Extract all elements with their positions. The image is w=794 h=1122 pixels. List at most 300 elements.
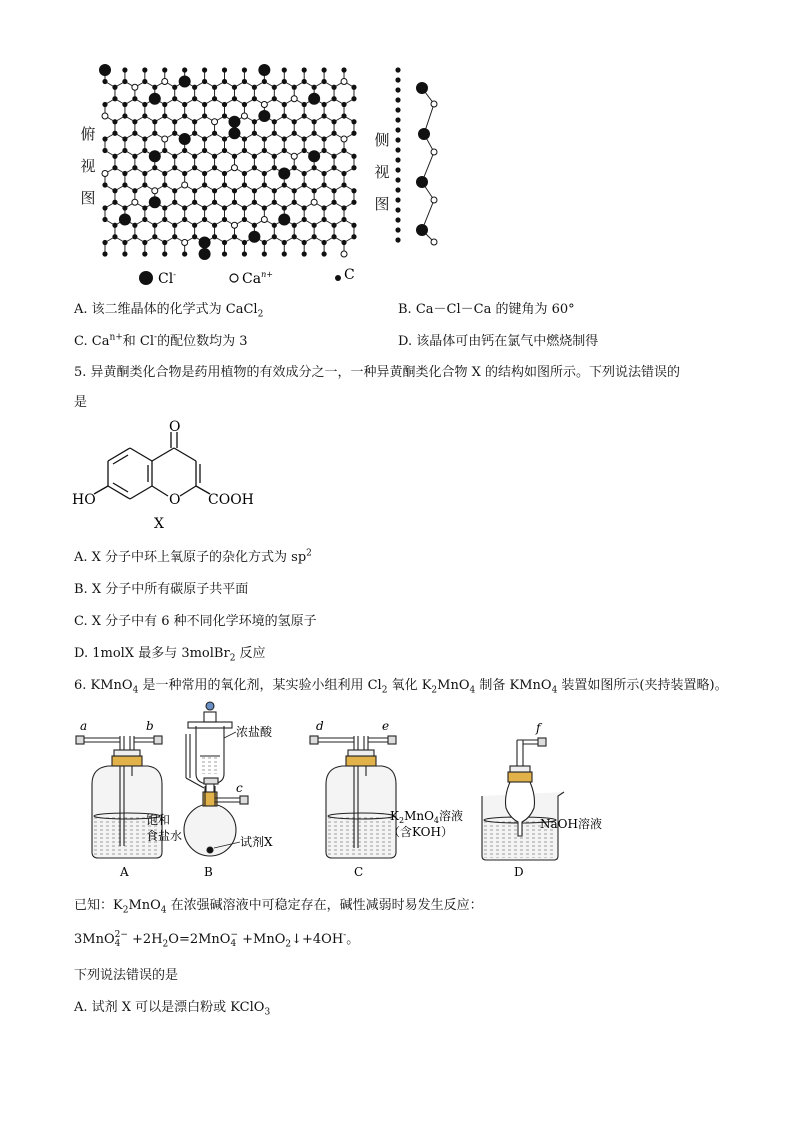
carbonyl-oxygen-label: O xyxy=(169,420,181,435)
port-e-label: e xyxy=(382,719,390,733)
c-atom xyxy=(252,200,257,205)
c-atom xyxy=(222,205,227,210)
reagent-x-label: 试剂X xyxy=(240,835,273,849)
port-f-label: f xyxy=(536,721,541,735)
c-atom xyxy=(232,200,237,205)
side-c-atom xyxy=(395,177,400,182)
c-atom xyxy=(331,234,336,239)
c-atom xyxy=(142,113,147,118)
apparatus-figure xyxy=(70,696,650,882)
c-atom xyxy=(302,136,307,141)
c-atom xyxy=(192,96,197,101)
conc-hcl-label: 浓盐酸 xyxy=(236,725,273,739)
ca-legend-marker xyxy=(230,274,238,282)
c-atom xyxy=(222,240,227,245)
cl-atom xyxy=(308,150,320,162)
c-atom xyxy=(142,67,147,72)
c-atom xyxy=(262,240,267,245)
c-atom xyxy=(302,171,307,176)
c-atom xyxy=(242,67,247,72)
c-atom xyxy=(252,85,257,90)
side-cl-atom xyxy=(416,82,428,94)
c-atom xyxy=(242,251,247,256)
cl-atom xyxy=(308,93,320,105)
c-atom xyxy=(212,223,217,228)
q5-option-d: D. 1molX 最多与 3molBr$_2$ 反应 xyxy=(74,646,266,664)
c-atom xyxy=(162,205,167,210)
side-cl-atom xyxy=(418,128,430,140)
c-atom xyxy=(272,223,277,228)
c-atom xyxy=(351,96,356,101)
c-atom xyxy=(112,85,117,90)
ca-atom xyxy=(132,84,138,90)
c-atom xyxy=(232,188,237,193)
q5-option-c: C. X 分子中有 6 种不同化学环境的氢原子 xyxy=(74,614,317,629)
c-atom xyxy=(351,165,356,170)
c-atom xyxy=(112,96,117,101)
koh-note-label: （含KOH） xyxy=(388,825,453,839)
c-atom xyxy=(262,182,267,187)
c-atom xyxy=(212,188,217,193)
c-atom xyxy=(112,165,117,170)
c-atom xyxy=(182,102,187,107)
c-atom xyxy=(222,113,227,118)
c-atom xyxy=(242,136,247,141)
c-atom xyxy=(182,148,187,153)
c-atom xyxy=(351,119,356,124)
cl-atom xyxy=(179,76,191,88)
cl-atom xyxy=(258,110,270,122)
c-atom xyxy=(222,136,227,141)
c-atom xyxy=(272,131,277,136)
c-atom xyxy=(142,217,147,222)
cl-atom xyxy=(99,64,111,76)
c-atom xyxy=(322,102,327,107)
side-c-atom xyxy=(395,157,400,162)
port-a-label: a xyxy=(80,719,88,733)
c-atom xyxy=(351,131,356,136)
c-atom xyxy=(292,188,297,193)
c-atom xyxy=(212,85,217,90)
c-atom xyxy=(152,85,157,90)
c-atom xyxy=(292,165,297,170)
c-atom xyxy=(102,102,107,107)
c-atom xyxy=(212,154,217,159)
apparatus-c xyxy=(310,736,396,858)
c-atom xyxy=(152,234,157,239)
compound-name-label: X xyxy=(154,516,164,530)
c-atom xyxy=(341,217,346,222)
c-atom xyxy=(132,119,137,124)
c-atom xyxy=(112,154,117,159)
ho-label: HO xyxy=(72,492,96,508)
side-c-atom xyxy=(395,87,400,92)
cl-atom xyxy=(199,248,211,260)
c-atom xyxy=(212,165,217,170)
c-atom xyxy=(302,251,307,256)
c-legend-label: C xyxy=(344,267,355,283)
q5-stem-line1: 5. 异黄酮类化合物是药用植物的有效成分之一，一种异黄酮类化合物 X 的结构如图所示。下列说法错误的 xyxy=(74,365,681,380)
ca-atom xyxy=(341,251,347,257)
apparatus-b-label: B xyxy=(204,865,213,879)
c-atom xyxy=(282,113,287,118)
c-atom xyxy=(172,119,177,124)
c-atom xyxy=(292,119,297,124)
c-atom xyxy=(331,188,336,193)
c-atom xyxy=(242,171,247,176)
c-atom xyxy=(282,67,287,72)
c-atom xyxy=(232,154,237,159)
c-atom xyxy=(102,182,107,187)
side-c-atom xyxy=(395,167,400,172)
c-atom xyxy=(172,188,177,193)
c-atom xyxy=(122,171,127,176)
c-atom xyxy=(242,79,247,84)
compound-x-structure xyxy=(70,420,270,530)
c-atom xyxy=(302,240,307,245)
c-atom xyxy=(331,119,336,124)
c-atom xyxy=(262,171,267,176)
c-atom xyxy=(162,148,167,153)
c-atom xyxy=(222,217,227,222)
c-atom xyxy=(312,85,317,90)
c-atom xyxy=(302,113,307,118)
c-atom xyxy=(341,240,346,245)
side-ca-atom xyxy=(431,197,437,203)
c-atom xyxy=(331,223,336,228)
c-atom xyxy=(112,200,117,205)
cl-atom xyxy=(199,237,211,249)
c-atom xyxy=(351,223,356,228)
ca-atom xyxy=(132,199,138,205)
c-atom xyxy=(202,205,207,210)
ca-atom xyxy=(102,113,108,119)
c-atom xyxy=(302,67,307,72)
c-atom xyxy=(112,131,117,136)
c-atom xyxy=(272,85,277,90)
c-atom xyxy=(182,113,187,118)
c-atom xyxy=(142,205,147,210)
ca-atom xyxy=(261,217,267,223)
c-atom xyxy=(302,205,307,210)
c-atom xyxy=(242,102,247,107)
c-atom xyxy=(292,131,297,136)
c-atom xyxy=(282,79,287,84)
c-atom xyxy=(102,148,107,153)
c-atom xyxy=(172,200,177,205)
c-atom xyxy=(122,205,127,210)
c-atom xyxy=(302,182,307,187)
crystal-top-view xyxy=(95,62,370,262)
c-atom xyxy=(142,136,147,141)
ca-atom xyxy=(241,113,247,119)
c-atom xyxy=(312,119,317,124)
c-atom xyxy=(142,182,147,187)
c-atom xyxy=(202,217,207,222)
c-atom xyxy=(252,96,257,101)
c-atom xyxy=(162,217,167,222)
c-atom xyxy=(322,79,327,84)
c-atom xyxy=(242,240,247,245)
c-atom xyxy=(252,188,257,193)
c-atom xyxy=(272,188,277,193)
ca-atom xyxy=(311,199,317,205)
c-atom xyxy=(212,200,217,205)
c-atom xyxy=(351,234,356,239)
c-atom xyxy=(122,251,127,256)
q4-option-c: C. $Ca^{n+}$和 Cl-的配位数均为 3 xyxy=(74,332,248,349)
ca-atom xyxy=(212,119,218,125)
top-view-label: 俯 视 图 xyxy=(80,125,96,207)
crystal-side-view xyxy=(390,62,450,252)
c-atom xyxy=(272,96,277,101)
c-atom xyxy=(331,85,336,90)
c-atom xyxy=(152,119,157,124)
c-atom xyxy=(302,102,307,107)
crystal-legend xyxy=(130,264,370,290)
c-atom xyxy=(172,131,177,136)
ca-atom xyxy=(102,171,108,177)
c-atom xyxy=(292,85,297,90)
cl-atom xyxy=(228,116,240,128)
c-atom xyxy=(112,119,117,124)
c-atom xyxy=(142,171,147,176)
cl-atom xyxy=(228,127,240,139)
c-legend-marker xyxy=(335,275,341,281)
side-c-atom xyxy=(395,187,400,192)
c-atom xyxy=(172,96,177,101)
c-atom xyxy=(212,131,217,136)
c-atom xyxy=(142,148,147,153)
c-atom xyxy=(331,200,336,205)
c-atom xyxy=(262,251,267,256)
ca-atom xyxy=(182,182,188,188)
c-atom xyxy=(242,148,247,153)
c-atom xyxy=(122,102,127,107)
c-atom xyxy=(242,182,247,187)
side-c-atom xyxy=(395,197,400,202)
c-atom xyxy=(302,79,307,84)
ca-atom xyxy=(291,153,297,159)
c-atom xyxy=(122,136,127,141)
ca-atom xyxy=(341,79,347,85)
c-atom xyxy=(202,182,207,187)
c-atom xyxy=(312,165,317,170)
c-atom xyxy=(122,240,127,245)
c-atom xyxy=(142,79,147,84)
c-atom xyxy=(331,165,336,170)
c-atom xyxy=(322,67,327,72)
c-atom xyxy=(192,188,197,193)
ca-atom xyxy=(261,102,267,108)
c-atom xyxy=(112,223,117,228)
c-atom xyxy=(102,217,107,222)
c-atom xyxy=(192,223,197,228)
c-atom xyxy=(302,217,307,222)
c-atom xyxy=(312,223,317,228)
c-atom xyxy=(162,67,167,72)
cl-atom xyxy=(278,214,290,226)
c-atom xyxy=(122,113,127,118)
c-atom xyxy=(182,205,187,210)
apparatus-c-label: C xyxy=(354,865,364,879)
q5-stem-line2: 是 xyxy=(74,395,88,410)
c-atom xyxy=(292,200,297,205)
ca-atom xyxy=(162,79,168,85)
c-atom xyxy=(192,85,197,90)
side-c-atom xyxy=(395,147,400,152)
c-atom xyxy=(322,148,327,153)
port-b-label: b xyxy=(146,719,154,733)
apparatus-d xyxy=(482,738,564,860)
ca-atom xyxy=(182,240,188,246)
c-atom xyxy=(132,131,137,136)
q6-known: 已知：$K_2MnO_4$ 在浓强碱溶液中可稳定存在，碱性减弱时易发生反应： xyxy=(74,898,483,916)
c-atom xyxy=(182,171,187,176)
c-atom xyxy=(272,200,277,205)
c-atom xyxy=(252,165,257,170)
c-atom xyxy=(102,251,107,256)
c-atom xyxy=(351,85,356,90)
c-atom xyxy=(132,154,137,159)
c-atom xyxy=(142,251,147,256)
ca-atom xyxy=(231,222,237,228)
c-atom xyxy=(322,251,327,256)
c-atom xyxy=(152,165,157,170)
c-atom xyxy=(192,234,197,239)
c-atom xyxy=(132,234,137,239)
apparatus-a-label: A xyxy=(120,865,129,879)
c-atom xyxy=(252,154,257,159)
q6-equation: 3MnO 2− 4 $+2H_2O=2MnO$ − 4 +MnO$_2$↓+4OH-。 xyxy=(74,929,360,950)
side-c-atom xyxy=(395,227,400,232)
c-atom xyxy=(132,96,137,101)
c-atom xyxy=(322,217,327,222)
c-atom xyxy=(282,182,287,187)
c-atom xyxy=(232,96,237,101)
c-atom xyxy=(322,171,327,176)
k2mno4-label: $K_2MnO_4$溶液 xyxy=(390,809,464,825)
cl-atom xyxy=(149,150,161,162)
c-atom xyxy=(172,85,177,90)
c-atom xyxy=(292,234,297,239)
c-atom xyxy=(232,234,237,239)
c-atom xyxy=(212,234,217,239)
c-atom xyxy=(102,136,107,141)
c-atom xyxy=(351,154,356,159)
c-atom xyxy=(341,67,346,72)
c-atom xyxy=(292,223,297,228)
c-atom xyxy=(122,67,127,72)
c-atom xyxy=(262,205,267,210)
c-atom xyxy=(232,85,237,90)
side-c-atom xyxy=(395,137,400,142)
c-atom xyxy=(172,234,177,239)
c-atom xyxy=(192,154,197,159)
side-c-atom xyxy=(395,97,400,102)
c-atom xyxy=(162,240,167,245)
c-atom xyxy=(132,223,137,228)
cl-atom xyxy=(179,133,191,145)
c-atom xyxy=(172,165,177,170)
cl-atom xyxy=(149,196,161,208)
c-atom xyxy=(222,251,227,256)
c-atom xyxy=(242,205,247,210)
c-atom xyxy=(312,234,317,239)
port-c-label: c xyxy=(236,781,243,795)
apparatus-d-label: D xyxy=(514,865,524,879)
brine-label-1: 饱和 xyxy=(146,813,171,827)
c-atom xyxy=(162,113,167,118)
c-atom xyxy=(302,148,307,153)
ca-atom xyxy=(231,165,237,171)
side-ca-atom xyxy=(431,149,437,155)
ca-atom xyxy=(291,96,297,102)
c-atom xyxy=(152,223,157,228)
ca-atom xyxy=(152,188,158,194)
c-atom xyxy=(242,217,247,222)
q6-option-a: A. 试剂 X 可以是漂白粉或 KClO$_3$ xyxy=(74,1000,271,1018)
c-atom xyxy=(132,165,137,170)
c-atom xyxy=(112,188,117,193)
q4-option-b: B. Ca－Cl－Ca 的键角为 60° xyxy=(398,302,575,317)
q4-option-d: D. 该晶体可由钙在氯气中燃烧制得 xyxy=(398,334,599,349)
side-ca-atom xyxy=(431,239,437,245)
c-atom xyxy=(142,240,147,245)
side-cl-atom xyxy=(416,224,428,236)
c-atom xyxy=(341,148,346,153)
c-atom xyxy=(262,148,267,153)
ca-atom xyxy=(341,136,347,142)
q5-option-a: A. X 分子中环上氧原子的杂化方式为 $sp^2$ xyxy=(74,548,312,565)
c-atom xyxy=(272,119,277,124)
c-atom xyxy=(322,182,327,187)
c-atom xyxy=(152,131,157,136)
c-atom xyxy=(282,136,287,141)
c-atom xyxy=(162,171,167,176)
c-atom xyxy=(122,148,127,153)
c-atom xyxy=(192,165,197,170)
q5-option-b: B. X 分子中所有碳原子共平面 xyxy=(74,582,249,597)
cl-atom xyxy=(149,93,161,105)
c-atom xyxy=(322,240,327,245)
c-atom xyxy=(341,171,346,176)
c-atom xyxy=(222,102,227,107)
c-atom xyxy=(282,240,287,245)
c-atom xyxy=(202,171,207,176)
c-atom xyxy=(102,240,107,245)
side-c-atom xyxy=(395,217,400,222)
c-atom xyxy=(341,113,346,118)
c-atom xyxy=(341,205,346,210)
c-atom xyxy=(172,154,177,159)
c-atom xyxy=(272,234,277,239)
cooh-label: COOH xyxy=(208,492,254,508)
port-d-label: d xyxy=(316,719,324,733)
c-atom xyxy=(322,113,327,118)
cl-atom xyxy=(258,64,270,76)
c-atom xyxy=(322,205,327,210)
c-atom xyxy=(222,67,227,72)
c-atom xyxy=(202,79,207,84)
c-atom xyxy=(252,223,257,228)
c-atom xyxy=(331,131,336,136)
c-atom xyxy=(322,136,327,141)
c-atom xyxy=(222,182,227,187)
c-atom xyxy=(102,79,107,84)
c-atom xyxy=(341,182,346,187)
c-atom xyxy=(272,154,277,159)
